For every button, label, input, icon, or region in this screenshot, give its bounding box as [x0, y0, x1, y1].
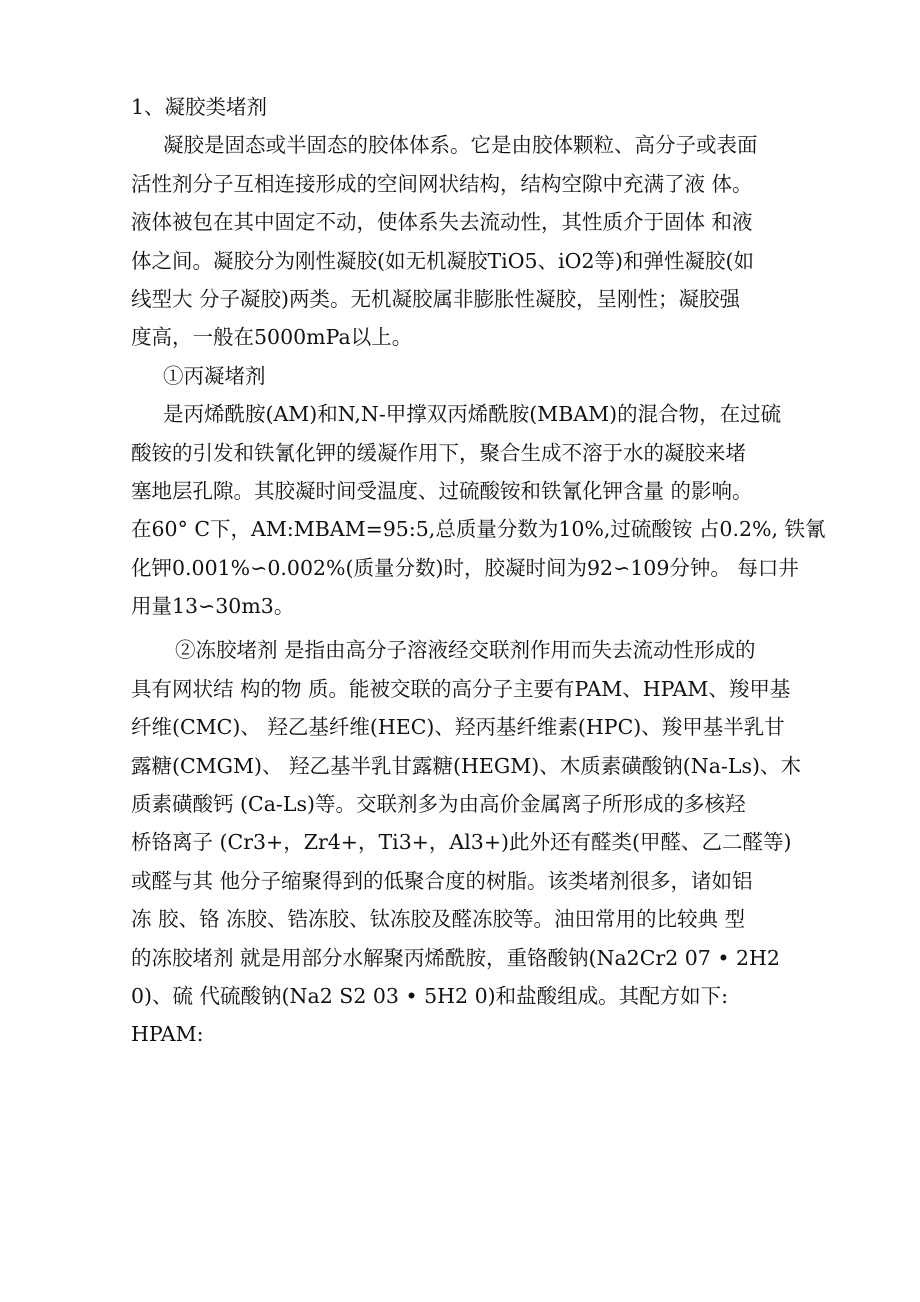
- text-line: 是丙烯酰胺(AM)和N,N-甲撑双丙烯酰胺(MBAM)的混合物，在过硫: [163, 402, 782, 427]
- text-line: 液体被包在其中固定不动，使体系失去流动性，其性质介于固体 和液: [131, 210, 753, 235]
- document-body: [131, 88, 826, 1054]
- text-line: 体之间。凝胶分为刚性凝胶(如无机凝胶TiO5、iO2等)和弹性凝胶(如: [131, 248, 754, 273]
- text-line: 用量13∽30m3。: [131, 594, 295, 619]
- text-line: 度高，一般在5000mPa以上。: [131, 325, 413, 350]
- paragraph-gel-definition: [131, 126, 801, 356]
- text-line: 化钾0.001%∽0.002%(质量分数)时，胶凝时间为92∽109分钟。 每口井: [131, 555, 799, 580]
- text-line: HPAM:: [131, 1022, 204, 1047]
- text-line: 塞地层孔隙。其胶凝时间受温度、过硫酸铵和铁氰化钾含量 的影响。: [131, 478, 753, 503]
- text-line: 在60° C下，AM:MBAM=95:5,总质量分数为10%,过硫酸铵 占0.2%, 铁氰: [131, 517, 826, 542]
- text-line: 露糖(CMGM)、 羟乙基半乳甘露糖(HEGM)、木质素磺酸钠(Na-Ls)、木: [131, 753, 801, 778]
- text-line: 冻 胶、铬 冻胶、锆冻胶、钛冻胶及醛冻胶等。油田常用的比较典 型: [131, 907, 746, 932]
- text-line: 凝胶是固态或半固态的胶体体系。它是由胶体颗粒、高分子或表面: [163, 133, 758, 158]
- paragraph-jelly-plugging-agent: [131, 631, 801, 1053]
- text-line: ②冻胶堵剂 是指由高分子溶液经交联剂作用而失去流动性形成的: [175, 638, 756, 663]
- text-line: 桥铬离子 (Cr3+，Zr4+，Ti3+，Al3+)此外还有醛类(甲醛、乙二醛等): [131, 830, 792, 855]
- text-line: 质素磺酸钙 (Ca-Ls)等。交联剂多为由高价金属离子所形成的多核羟: [131, 792, 746, 817]
- text-line: 活性剂分子互相连接形成的空间网状结构，结构空隙中充满了液 体。: [131, 171, 753, 196]
- text-line: 0)、硫 代硫酸钠(Na2 S2 03 • 5H2 0)和盐酸组成。其配方如下:: [131, 983, 729, 1008]
- text-line: 线型大 分子凝胶)两类。无机凝胶属非膨胀性凝胶，呈刚性；凝胶强: [131, 286, 741, 311]
- subsection-title-acrylamide-gel: ①丙凝堵剂: [163, 363, 266, 388]
- text-line: 的冻胶堵剂 就是用部分水解聚丙烯酰胺，重铬酸钠(Na2Cr2 07 • 2H2: [131, 945, 780, 970]
- text-line: 或醛与其 他分子缩聚得到的低聚合度的树脂。该类堵剂很多，诸如铝: [131, 868, 753, 893]
- text-line: 纤维(CMC)、 羟乙基纤维(HEC)、羟丙基纤维素(HPC)、羧甲基半乳甘: [131, 715, 785, 740]
- text-line: 酸铵的引发和铁氰化钾的缓凝作用下，聚合生成不溶于水的凝胶来堵: [131, 440, 746, 465]
- paragraph-acrylamide-gel: [131, 395, 826, 625]
- section-title: 1、凝胶类堵剂: [131, 95, 268, 119]
- text-line: 具有网状结 构的物 质。能被交联的高分子主要有PAM、HPAM、羧甲基: [131, 676, 791, 701]
